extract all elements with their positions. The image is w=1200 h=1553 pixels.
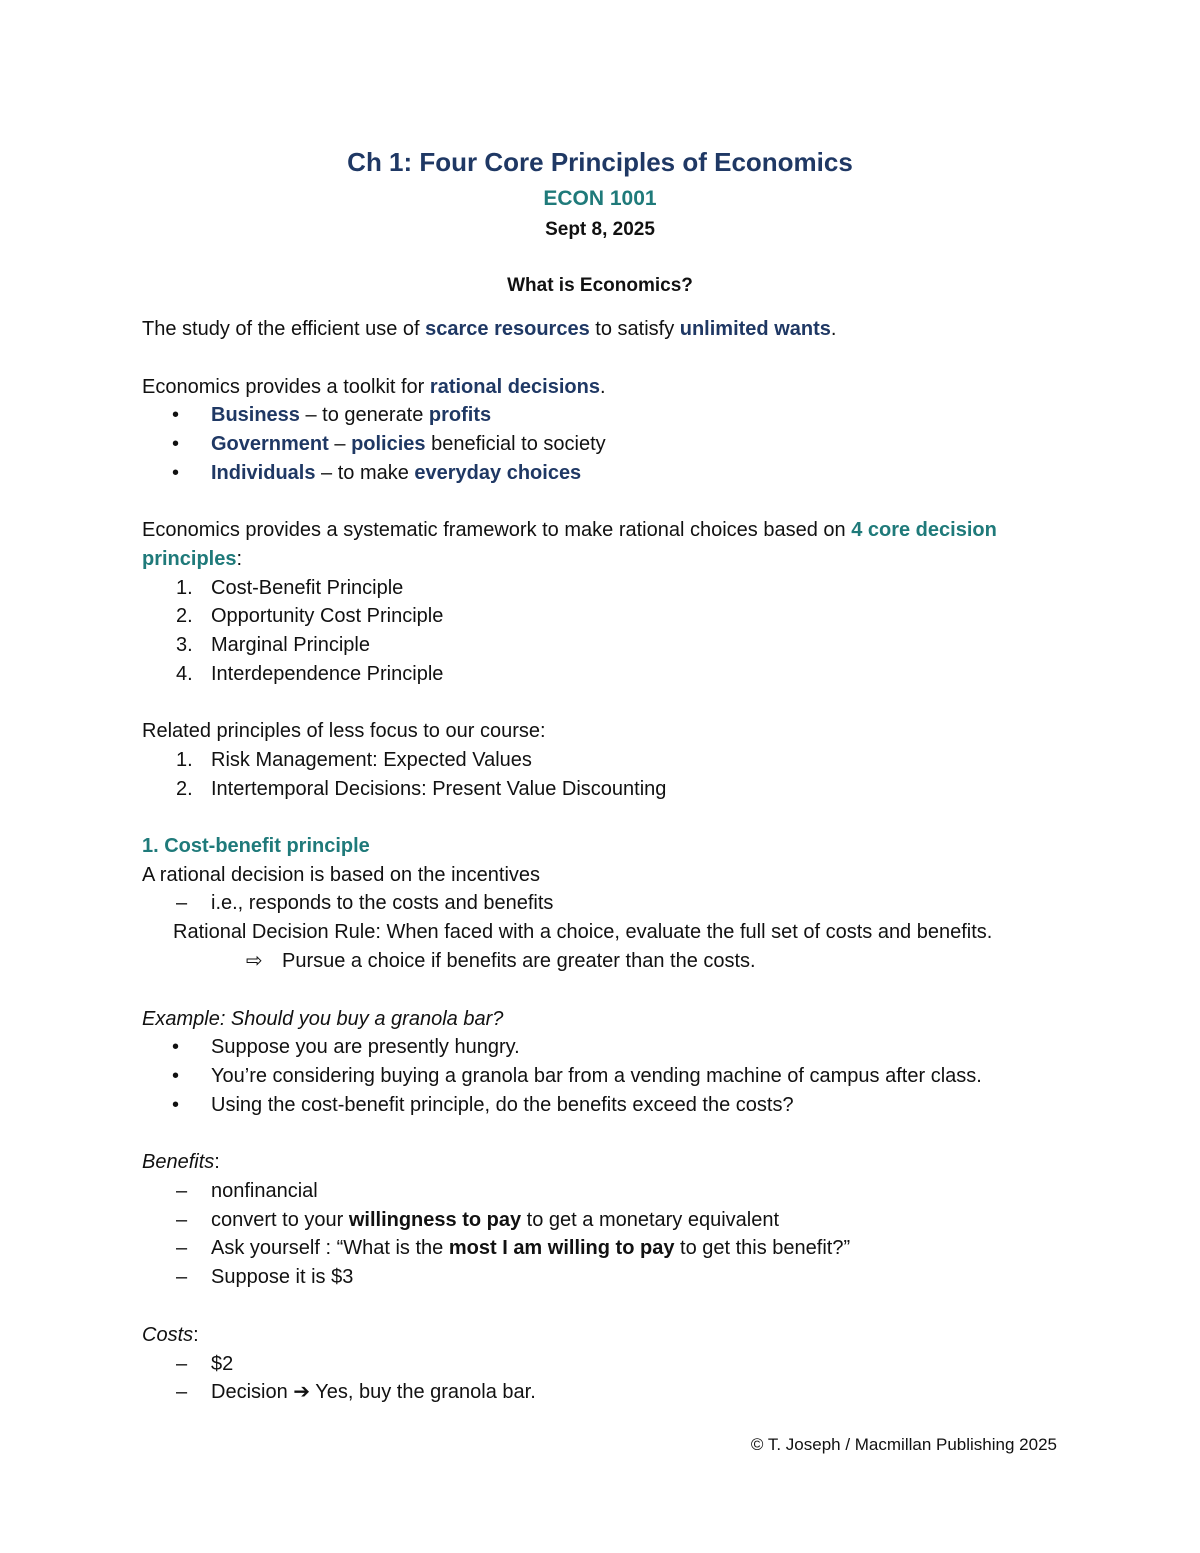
list-text: Pursue a choice if benefits are greater than the costs. — [282, 950, 756, 972]
list-lead: Government — [211, 433, 329, 455]
list-number: 4. — [176, 663, 193, 685]
colon: : — [193, 1324, 199, 1346]
list-term: profits — [428, 404, 492, 426]
list-text: Intertemporal Decisions: Present Value Discounting — [211, 778, 667, 800]
list-number: 1. — [176, 749, 193, 771]
list-item — [246, 948, 756, 974]
term-willingness-to-pay: willingness to pay — [348, 1209, 522, 1231]
list-text: Risk Management: Expected Values — [211, 749, 532, 771]
list-text: Suppose it is $3 — [211, 1266, 354, 1288]
list-lead: Business — [211, 404, 300, 426]
list-text: Yes, buy the granola bar. — [310, 1381, 536, 1403]
toolkit-text: Economics provides a toolkit for — [142, 376, 430, 398]
framework-text: : — [236, 548, 243, 570]
list-item: – Suppose it is $3 — [176, 1266, 354, 1288]
list-text: to get this benefit?” — [674, 1237, 851, 1259]
list-text: nonfinancial — [211, 1180, 318, 1202]
list-term: everyday choices — [414, 462, 582, 484]
definition-text: to satisfy — [589, 318, 680, 340]
list-text: – — [328, 433, 352, 455]
list-item: – nonfinancial — [176, 1180, 318, 1202]
list-item — [176, 747, 532, 773]
list-lead: Individuals — [211, 462, 316, 484]
list-number: 3. — [176, 634, 193, 656]
list-text: – to make — [315, 462, 415, 484]
list-text: Suppose you are presently hungry. — [211, 1036, 520, 1058]
bullet-marker: • — [172, 433, 180, 455]
costs-label-text: Costs — [142, 1324, 194, 1346]
list-item — [176, 603, 444, 629]
list-item: – convert to your willingness to pay to get a monetary equivalent — [176, 1209, 780, 1231]
term-unlimited-wants: unlimited wants — [679, 318, 831, 340]
list-number: 2. — [176, 605, 193, 627]
list-text: – to generate — [299, 404, 429, 426]
framework-paragraph-cont — [142, 546, 242, 572]
list-text: i.e., responds to the costs and benefits — [211, 892, 554, 914]
list-item — [176, 776, 667, 802]
term-principles: principles — [142, 548, 237, 570]
colon: : — [214, 1151, 220, 1173]
framework-text: Economics provides a systematic framework to make rational choices based on — [142, 519, 852, 541]
decision-rule: Rational Decision Rule: When faced with a choice, evaluate the full set of costs and benefits. — [173, 921, 993, 943]
list-text: to get a monetary equivalent — [521, 1209, 780, 1231]
page-title: Ch 1: Four Core Principles of Economics — [347, 147, 853, 177]
list-text: Using the cost-benefit principle, do the benefits exceed the costs? — [211, 1094, 794, 1116]
definition-paragraph — [142, 316, 836, 342]
costs-label — [142, 1322, 199, 1348]
toolkit-paragraph — [142, 374, 606, 400]
list-item — [172, 460, 581, 486]
list-text: Ask yourself : “What is the — [211, 1237, 449, 1259]
list-item: • You’re considering buying a granola bar from a vending machine of campus after class. — [172, 1065, 982, 1087]
list-text: Opportunity Cost Principle — [211, 605, 444, 627]
example-title: Example: Should you buy a granola bar? — [142, 1008, 504, 1030]
term-core-decision: 4 core decision — [851, 519, 997, 541]
list-number: 2. — [176, 778, 193, 800]
list-item — [172, 402, 491, 428]
bullet-marker: • — [172, 462, 180, 484]
list-term: policies — [351, 433, 426, 455]
list-text: beneficial to society — [425, 433, 606, 455]
list-text: convert to your — [211, 1209, 349, 1231]
term-scarce-resources: scarce resources — [425, 318, 590, 340]
list-text: Cost-Benefit Principle — [211, 577, 404, 599]
term-rational-decisions: rational decisions — [429, 376, 600, 398]
list-text: Decision — [211, 1381, 294, 1403]
framework-paragraph — [142, 517, 997, 543]
definition-text: The study of the efficient use of — [142, 318, 426, 340]
copyright-footer: © T. Joseph / Macmillan Publishing 2025 — [750, 1435, 1057, 1454]
benefits-label — [142, 1149, 220, 1175]
toolkit-text: . — [599, 376, 606, 398]
list-item: – Ask yourself : “What is the most I am willing to pay to get this benefit?” — [176, 1237, 851, 1259]
dash-marker: – — [176, 892, 188, 914]
related-intro: Related principles of less focus to our course: — [142, 720, 546, 742]
list-item: – $2 — [176, 1353, 234, 1375]
list-text: $2 — [211, 1353, 234, 1375]
list-item — [176, 890, 554, 916]
list-item — [176, 575, 404, 601]
arrow-icon: ⇨ — [246, 950, 263, 972]
list-item: • Using the cost-benefit principle, do the benefits exceed the costs? — [172, 1094, 794, 1116]
lecture-date: Sept 8, 2025 — [545, 219, 655, 240]
list-item — [172, 431, 606, 457]
bullet-marker: • — [172, 404, 180, 426]
cost-benefit-line: A rational decision is based on the incentives — [142, 864, 541, 886]
right-arrow-icon: ➔ — [293, 1381, 311, 1403]
section-heading: What is Economics? — [507, 275, 693, 296]
list-item: • Suppose you are presently hungry. — [172, 1036, 520, 1058]
list-text: Marginal Principle — [211, 634, 370, 656]
list-text: Interdependence Principle — [211, 663, 444, 685]
list-text: You’re considering buying a granola bar from a vending machine of campus after class. — [211, 1065, 982, 1087]
term-most-willing: most I am willing to pay — [448, 1237, 675, 1259]
list-item: – Decision ➔ Yes, buy the granola bar. — [176, 1381, 536, 1403]
benefits-label-text: Benefits — [142, 1151, 215, 1173]
list-item — [176, 632, 370, 658]
course-code: ECON 1001 — [543, 187, 657, 210]
definition-text: . — [830, 318, 837, 340]
cost-benefit-heading: 1. Cost-benefit principle — [142, 835, 370, 857]
list-number: 1. — [176, 577, 193, 599]
list-item — [176, 661, 444, 687]
